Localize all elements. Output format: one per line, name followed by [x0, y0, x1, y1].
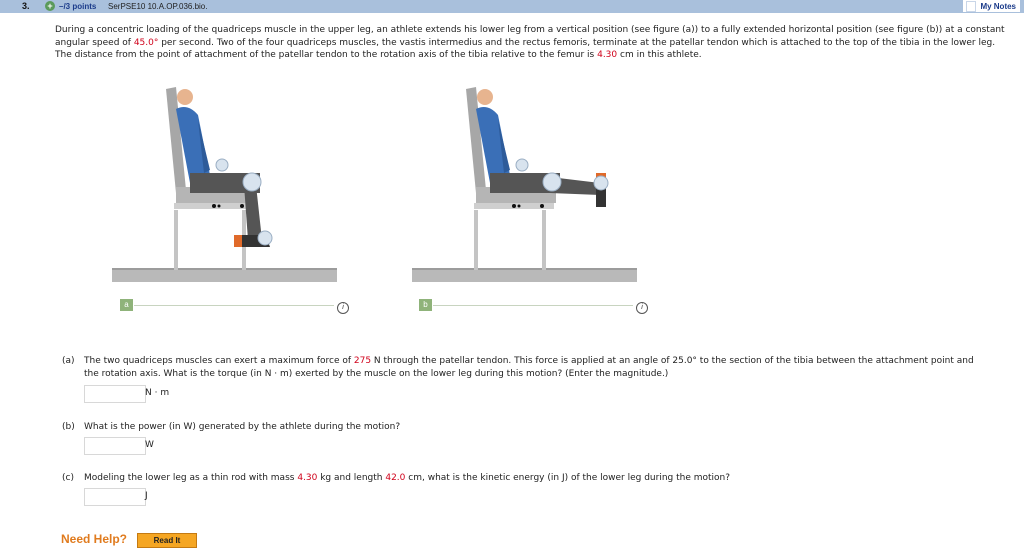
intro-text-3: cm in this athlete. — [617, 50, 702, 60]
part-c — [62, 472, 992, 486]
part-a-label: (a) — [62, 356, 75, 366]
part-b-question: What is the power (in W) generated by the athlete during the motion? — [84, 422, 401, 432]
points-label: –/3 points — [59, 2, 97, 11]
length-value: 42.0 — [385, 473, 406, 483]
intro-text-1: During a concentric loading of the quadriceps muscle in the upper leg, an athlete extends his lower leg from a vertical position (see figure (a)) to a fully extended horizontal position (see figure (b)) at a constant angular speed of — [55, 25, 1005, 48]
my-notes-label: My Notes — [980, 1, 1016, 11]
expand-plus-icon[interactable]: + — [45, 1, 55, 11]
part-c-unit: J — [145, 491, 148, 501]
part-a-text-2: N through the patellar tendon. This force is applied at an angle of 25.0° to the section of the tibia between the attachment point and the rotation axis. What is the torque (in N · m) exerted by the muscle on the lower leg during this motion? (Enter the magnitude.) — [84, 356, 974, 379]
part-b — [62, 421, 992, 435]
figure-a-label: a — [120, 299, 133, 311]
part-c-text-3: cm, what is the kinetic energy (in J) of the lower leg during the motion? — [405, 473, 731, 483]
intro-text-2: per second. Two of the four quadriceps muscles, the vastis intermedius and the rectus femoris, terminate at the patellar tendon which is attached to the top of the tibia in the lower leg. The distance from the point of attachment of the patellar tendon to the rotation axis of the tibia relative to the femur is — [55, 37, 996, 60]
figure-b-label: b — [419, 299, 432, 311]
part-c-text-2: kg and length — [317, 473, 386, 483]
read-it-button[interactable]: Read It — [137, 533, 197, 548]
figure-b — [410, 75, 640, 285]
figure-a-illustration — [110, 75, 340, 285]
question-id: SerPSE10 10.A.OP.036.bio. — [108, 2, 208, 11]
part-a — [62, 355, 992, 385]
figure-b-caption-line — [433, 305, 633, 306]
question-intro — [55, 24, 1005, 62]
part-c-text-1: Modeling the lower leg as a thin rod with mass — [84, 473, 298, 483]
part-b-answer-input[interactable] — [84, 437, 146, 455]
part-b-label: (b) — [62, 422, 75, 432]
angular-speed-value: 45.0° — [133, 37, 159, 48]
part-c-answer-input[interactable] — [84, 488, 146, 506]
part-c-label: (c) — [62, 473, 74, 483]
figure-b-illustration — [410, 75, 640, 285]
question-header — [0, 0, 1024, 13]
figure-a — [110, 75, 340, 285]
notes-icon — [966, 1, 976, 12]
part-b-unit: W — [145, 440, 154, 450]
part-a-answer-input[interactable] — [84, 385, 146, 403]
question-number: 3. — [22, 1, 30, 11]
my-notes-button[interactable] — [963, 0, 1020, 12]
part-a-text-1: The two quadriceps muscles can exert a maximum force of — [84, 356, 354, 366]
figure-a-info-icon[interactable]: i — [337, 302, 349, 314]
force-value: 275 — [353, 356, 372, 366]
part-a-question — [84, 355, 984, 380]
part-a-unit: N · m — [145, 388, 170, 398]
figure-b-info-icon[interactable]: i — [636, 302, 648, 314]
mass-value: 4.30 — [297, 473, 318, 483]
distance-value: 4.30 — [597, 50, 618, 60]
figure-a-caption-line — [134, 305, 334, 306]
part-c-question — [84, 472, 984, 485]
need-help-label: Need Help? — [61, 532, 128, 546]
